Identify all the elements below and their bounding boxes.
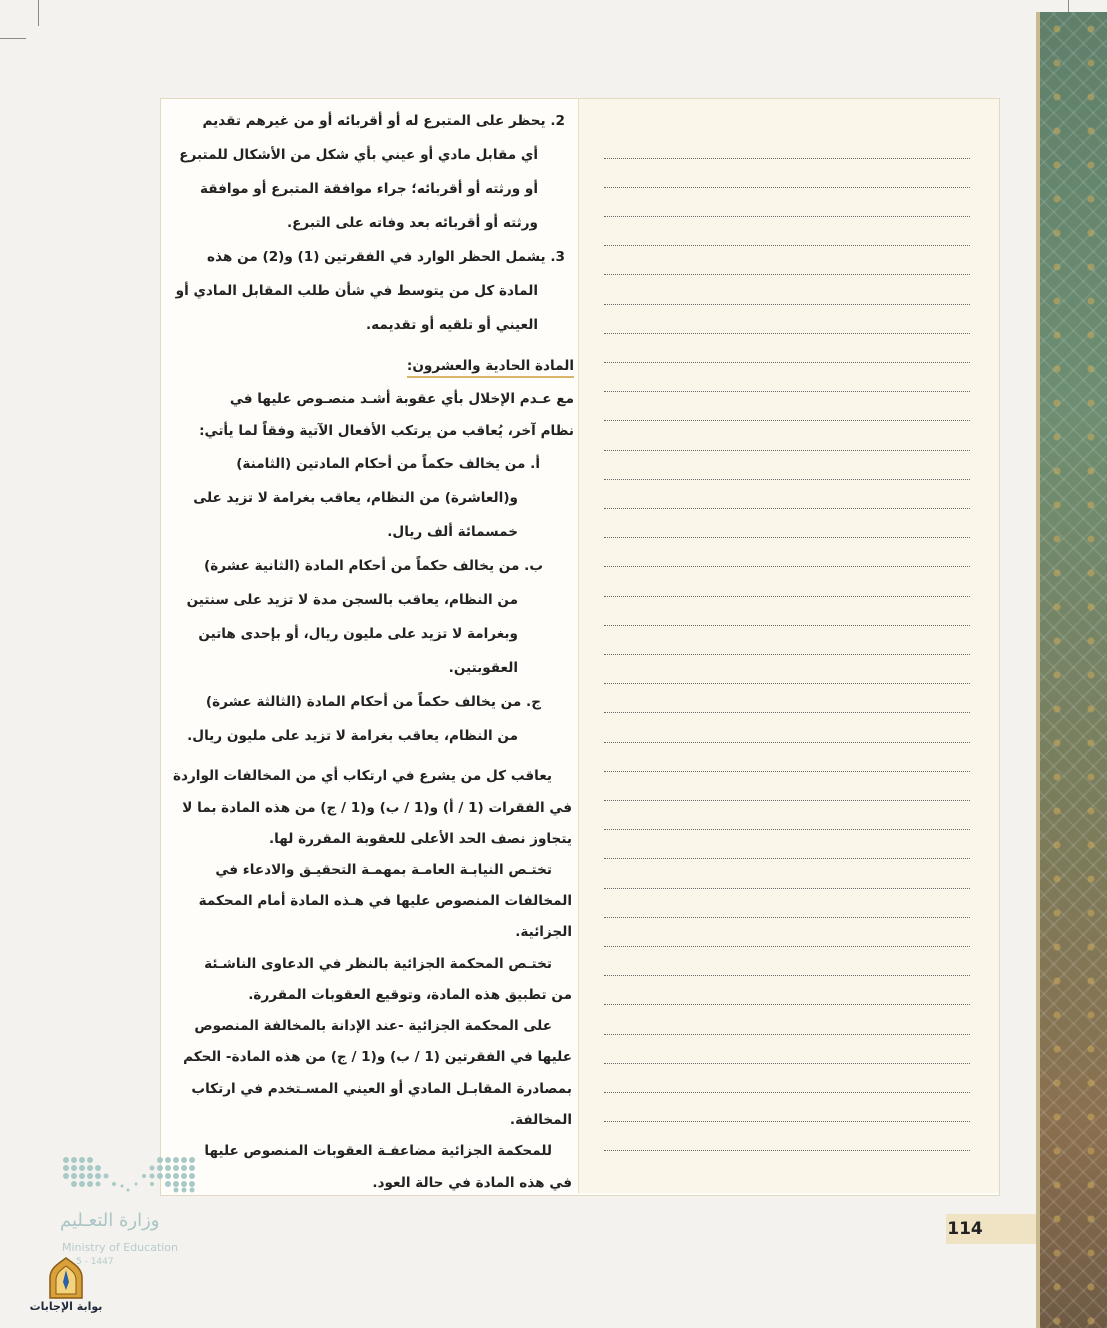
- paragraph-line: ورثته أو أقربائه بعد وفاته على التبرع.: [286, 215, 538, 231]
- paragraph-line: تختـص النيابـة العامـة بمهمـة التحقيـق والادعاء في: [215, 862, 552, 878]
- paragraph-line: الجزائية.: [515, 924, 572, 940]
- note-line[interactable]: [604, 742, 970, 743]
- paragraph-line: أ. من يخالف حكماً من أحكام المادتين (الثامنة): [236, 456, 540, 472]
- note-line[interactable]: [604, 508, 970, 509]
- crop-mark: [0, 38, 26, 39]
- border-edge: [1036, 12, 1040, 1328]
- paragraph-line: للمحكمة الجزائية مضاعفـة العقوبات المنصوص عليها: [204, 1143, 552, 1159]
- note-line[interactable]: [604, 187, 970, 188]
- paragraph-line: المادة كل من يتوسط في شأن طلب المقابل المادي أو: [175, 283, 538, 299]
- paragraph-line: 2. يحظر على المتبرع له أو أقربائه أو من غيرهم تقديم: [202, 113, 565, 129]
- paragraph-line: مع عـدم الإخلال بأي عقوبة أشـد منصـوص عليها في: [229, 391, 574, 407]
- note-line[interactable]: [604, 1092, 970, 1093]
- notes-column: [578, 99, 999, 1193]
- page-number: 114: [947, 1219, 983, 1239]
- gate-logo-icon: [44, 1256, 88, 1300]
- note-line[interactable]: [604, 917, 970, 918]
- ministry-logo-dots: [62, 1156, 202, 1200]
- note-line[interactable]: [604, 333, 970, 334]
- decorative-border: [1040, 12, 1107, 1328]
- note-line[interactable]: [604, 1034, 970, 1035]
- note-line[interactable]: [604, 158, 970, 159]
- paragraph-line: ج. من يخالف حكماً من أحكام المادة (الثالثة عشرة): [205, 694, 541, 710]
- paragraph-line: يتجاوز نصف الحد الأعلى للعقوبة المقررة لها.: [269, 831, 572, 847]
- paragraph-line: خمسمائة ألف ريال.: [387, 524, 518, 540]
- paragraph-line: في هذه المادة في حالة العود.: [372, 1175, 572, 1191]
- note-line[interactable]: [604, 450, 970, 451]
- note-line[interactable]: [604, 712, 970, 713]
- paragraph-line: العيني أو تلقيه أو تقديمه.: [365, 317, 538, 333]
- note-line[interactable]: [604, 654, 970, 655]
- note-line[interactable]: [604, 391, 970, 392]
- note-line[interactable]: [604, 888, 970, 889]
- paragraph-line: و(العاشرة) من النظام، يعاقب بغرامة لا تزيد على: [193, 490, 518, 506]
- paragraph-line: أو ورثته أو أقربائه؛ جراء موافقة المتبرع أو موافقة: [199, 181, 538, 197]
- note-line[interactable]: [604, 625, 970, 626]
- edition-year: 5 - 1447: [76, 1257, 114, 1267]
- paragraph-line: من النظام، يعاقب بالسجن مدة لا تزيد على سنتين: [186, 592, 518, 608]
- note-line[interactable]: [604, 362, 970, 363]
- note-line[interactable]: [604, 975, 970, 976]
- paragraph-line: تختـص المحكمة الجزائية بالنظر في الدعاوى الناشـئة: [204, 956, 552, 972]
- note-line[interactable]: [604, 274, 970, 275]
- paragraph-line: على المحكمة الجزائية -عند الإدانة بالمخالفة المنصوص: [194, 1018, 552, 1034]
- paragraph-line: العقوبتين.: [448, 660, 518, 676]
- paragraph-line: نظام آخر، يُعاقب من يرتكب الأفعال الآتية وفقاً لما يأتي:: [199, 423, 574, 439]
- paragraph-line: عليها في الفقرتين (1 / ب) و(1 / ج) من هذه المادة- الحكم: [183, 1049, 572, 1065]
- note-line[interactable]: [604, 1004, 970, 1005]
- note-line[interactable]: [604, 566, 970, 567]
- note-line[interactable]: [604, 596, 970, 597]
- note-line[interactable]: [604, 245, 970, 246]
- note-line[interactable]: [604, 771, 970, 772]
- paragraph-line: من تطبيق هذه المادة، وتوقيع العقوبات المقررة.: [248, 987, 572, 1003]
- note-line[interactable]: [604, 304, 970, 305]
- paragraph-line: ب. من يخالف حكماً من أحكام المادة (الثانية عشرة): [204, 558, 543, 574]
- note-line[interactable]: [604, 1063, 970, 1064]
- paragraph-line: من النظام، يعاقب بغرامة لا تزيد على مليون ريال.: [187, 728, 518, 744]
- note-line[interactable]: [604, 829, 970, 830]
- note-line[interactable]: [604, 946, 970, 947]
- site-label: بوابة الإجابات: [29, 1300, 103, 1313]
- note-line[interactable]: [604, 420, 970, 421]
- note-line[interactable]: [604, 683, 970, 684]
- note-line[interactable]: [604, 216, 970, 217]
- paragraph-line: في الفقرات (1 / أ) و(1 / ب) و(1 / ج) من هذه المادة بما لا: [182, 800, 572, 816]
- note-line[interactable]: [604, 537, 970, 538]
- paragraph-line: يعاقب كل من يشرع في ارتكاب أي من المخالفات الواردة: [172, 768, 552, 784]
- paragraph-line: أي مقابل مادي أو عيني بأي شكل من الأشكال للمتبرع: [179, 147, 538, 163]
- note-line[interactable]: [604, 800, 970, 801]
- ministry-name-english: Ministry of Education: [62, 1241, 179, 1254]
- crop-mark: [38, 0, 39, 26]
- paragraph-line: المخالفات المنصوص عليها في هـذه المادة أمام المحكمة: [198, 893, 572, 909]
- paragraph-line: 3. يشمل الحظر الوارد في الفقرتين (1) و(2) من هذه: [207, 249, 565, 265]
- paragraph-line: المخالفة.: [509, 1112, 572, 1128]
- paragraph-line: وبغرامة لا تزيد على مليون ريال، أو بإحدى هاتين: [198, 626, 518, 642]
- note-line[interactable]: [604, 1121, 970, 1122]
- paragraph-line: بمصادرة المقابـل المادي أو العيني المسـتخدم في ارتكاب: [191, 1081, 572, 1097]
- note-line[interactable]: [604, 479, 970, 480]
- article-heading: المادة الحادية والعشرون:: [407, 357, 574, 378]
- note-line[interactable]: [604, 1150, 970, 1151]
- ministry-name-arabic: وزارة التعـليم: [60, 1210, 160, 1231]
- note-line[interactable]: [604, 858, 970, 859]
